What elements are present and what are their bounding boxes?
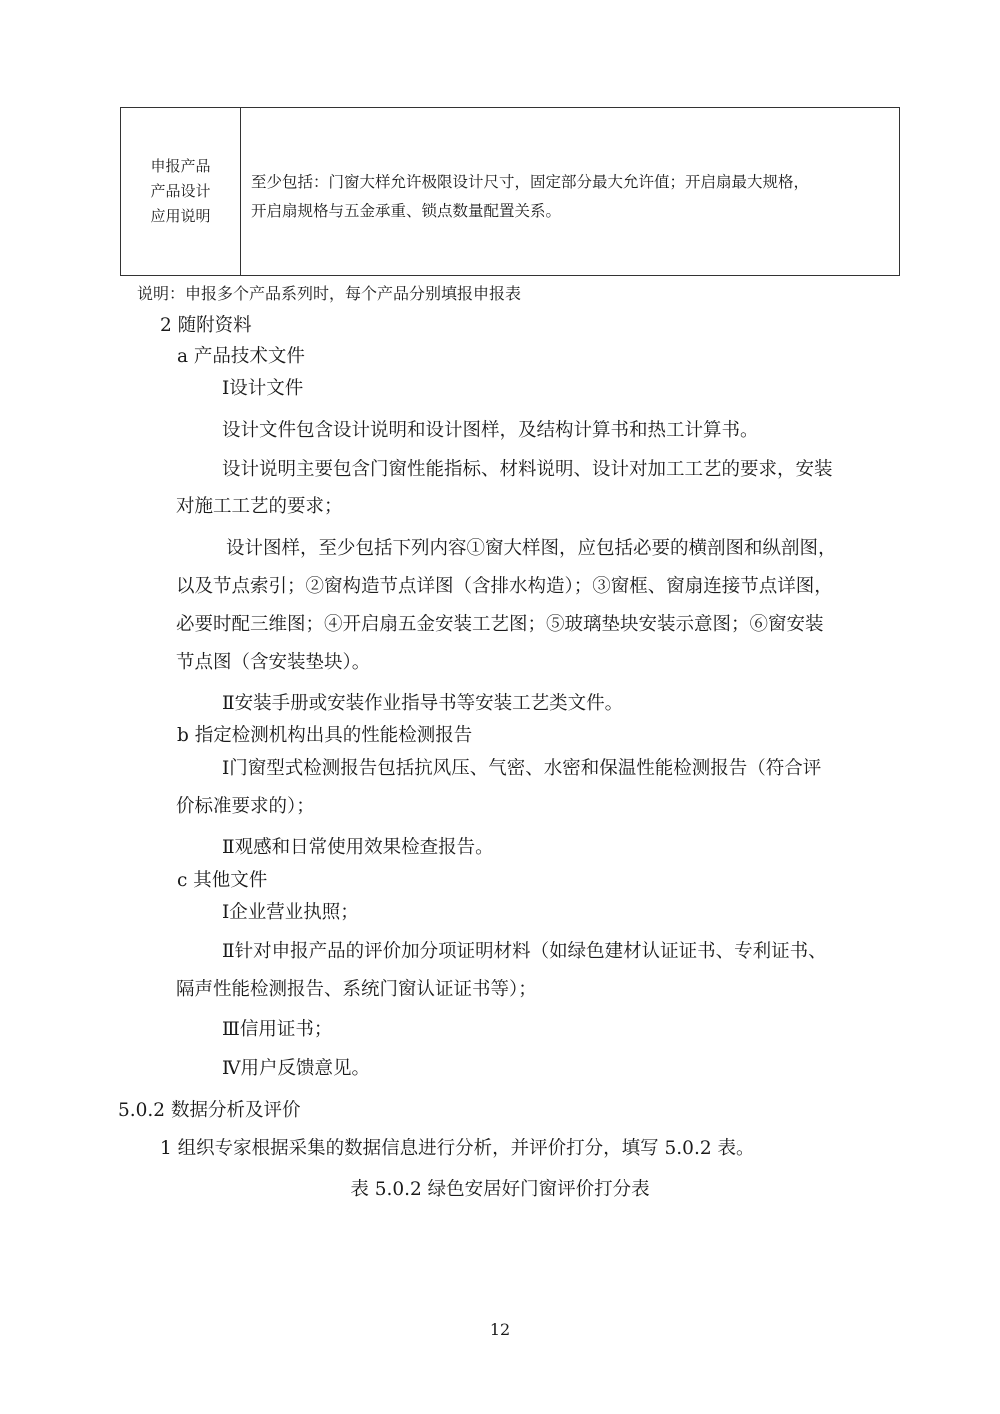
label-line: 申报产品	[150, 157, 211, 175]
table-row-content	[241, 108, 899, 275]
paragraph: 对施工工艺的要求；	[176, 496, 343, 517]
paragraph: 设计文件包含设计说明和设计图样，及结构计算书和热工计算书。	[222, 420, 759, 441]
page-number: 12	[489, 1320, 511, 1339]
paragraph: 以及节点索引；②窗构造节点详图（含排水构造）；③窗框、窗扇连接节点详图，	[176, 576, 833, 597]
label-line: 应用说明	[150, 207, 211, 225]
section-502-heading: 5.0.2 数据分析及评价	[118, 1100, 301, 1121]
content-line: 至少包括：门窗大样允许极限设计尺寸，固定部分最大允许值；开启扇最大规格，	[251, 173, 810, 191]
item-business-license: Ⅰ企业营业执照；	[222, 902, 359, 923]
paragraph: 1 组织专家根据采集的数据信息进行分析，并评价打分，填写 5.0.2 表。	[160, 1138, 755, 1159]
product-design-table	[120, 107, 900, 276]
item-inspection-report: Ⅱ观感和日常使用效果检查报告。	[222, 837, 494, 858]
item-user-feedback: Ⅳ用户反馈意见。	[222, 1058, 370, 1079]
table-row-label	[121, 108, 241, 275]
table-caption: 表 5.0.2 绿色安居好门窗评价打分表	[350, 1179, 650, 1200]
table-note: 说明：申报多个产品系列时，每个产品分别填报申报表	[137, 284, 522, 303]
paragraph: 设计说明主要包含门窗性能指标、材料说明、设计对加工工艺的要求，安装	[222, 459, 833, 480]
subsection-c-heading: c 其他文件	[177, 870, 268, 891]
label-line: 产品设计	[150, 182, 211, 200]
subsection-a-heading: a 产品技术文件	[177, 346, 305, 367]
paragraph: 隔声性能检测报告、系统门窗认证证书等）；	[176, 979, 537, 1000]
item-bonus-evidence: Ⅱ针对申报产品的评价加分项证明材料（如绿色建材认证证书、专利证书、	[222, 941, 827, 962]
item-design-files: Ⅰ设计文件	[222, 378, 304, 399]
item-install-manual: Ⅱ安装手册或安装作业指导书等安装工艺类文件。	[222, 693, 624, 714]
paragraph: 设计图样，至少包括下列内容①窗大样图，应包括必要的横剖图和纵剖图，	[226, 538, 837, 559]
paragraph: 节点图（含安装垫块）。	[176, 652, 371, 673]
section-2-heading: 2 随附资料	[160, 315, 252, 336]
item-credit-certificate: Ⅲ信用证书；	[222, 1019, 333, 1040]
content-line: 开启扇规格与五金承重、锁点数量配置关系。	[251, 202, 562, 220]
paragraph: 价标准要求的）；	[176, 796, 315, 817]
subsection-b-heading: b 指定检测机构出具的性能检测报告	[177, 725, 473, 746]
paragraph: 必要时配三维图；④开启扇五金安装工艺图；⑤玻璃垫块安装示意图；⑥窗安装	[176, 614, 824, 635]
item-type-test-report: Ⅰ门窗型式检测报告包括抗风压、气密、水密和保温性能检测报告（符合评	[222, 758, 822, 779]
